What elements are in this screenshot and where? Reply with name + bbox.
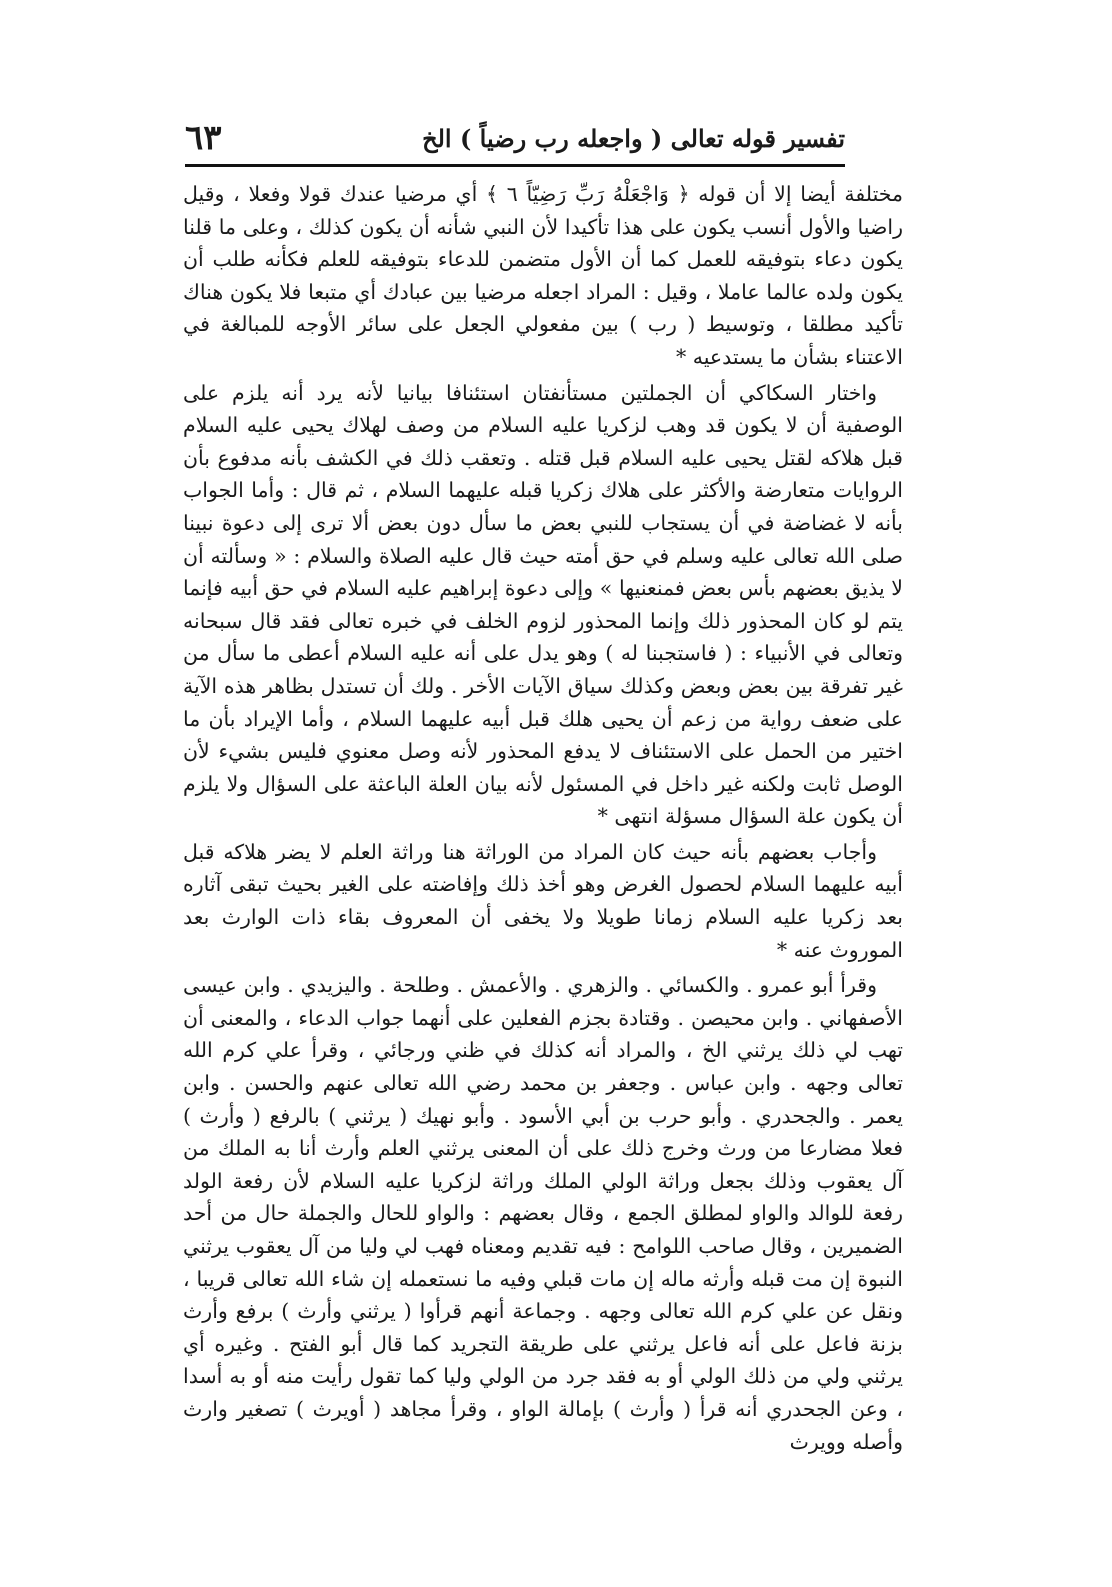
paragraph-3: وأجاب بعضهم بأنه حيث كان المراد من الوراثة هنا وراثة العلم لا يضر هلاكه قبل أبيه عليهما السلام لحصول الغرض وهو أخذ ذلك وإفاضته على الغير بحيث تبقى آثاره بعد زكريا عليه السلام زمانا طويلا ولا يخفى أن المعروف بقاء ذات الوارث بعد الموروث عنه * — [183, 839, 903, 962]
page-number: ٦٣ — [185, 118, 222, 158]
page-header — [185, 118, 845, 167]
running-title: تفسير قوله تعالى ( واجعله رب رضياً ) الخ — [422, 124, 845, 153]
paragraph-1: مختلفة أيضا إلا أن قوله ﴿ وَاجْعَلْهُ رَبِّ رَضِيّاً ٦ ﴾ أي مرضيا عندك قولا وفعلا ، وقيل راضيا والأول أنسب يكون على هذا تأكيدا لأن النبي شأنه أن يكون كذلك ، وعلى ما قلنا يكون دعاء بتوفيقه للعمل كما أن الأول متضمن للدعاء بتوفيقه للعلم فكأنه طلب أن يكون ولده عالما عاملا ، وقيل : المراد اجعله مرضيا بين عبادك أي متبعا فلا يكون هناك تأكيد مطلقا ، وتوسيط ( رب ) بين مفعولي الجعل على سائر الأوجه للمبالغة في الاعتناء بشأن ما يستدعيه * — [183, 182, 903, 369]
paragraph-4: وقرأ أبو عمرو . والكسائي . والزهري . والأعمش . وطلحة . واليزيدي . وابن عيسى الأصفهاني . وابن محيصن . وقتادة بجزم الفعلين على أنهما جواب الدعاء ، والمعنى أن تهب لي ذلك يرثني الخ ، والمراد أنه كذلك في ظني ورجائي ، وقرأ علي كرم الله تعالى وجهه . وابن عباس . وجعفر بن محمد رضي الله تعالى عنهم والحسن . وابن يعمر . والجحدري . وأبو حرب بن أبي الأسود . وأبو نهيك ( يرثني ) بالرفع ( وأرث ) فعلا مضارعا من ورث وخرج ذلك على أن المعنى يرثني العلم وأرث أنا به الملك من آل يعقوب وذلك بجعل وراثة الولي الملك وراثة لزكريا عليه السلام لأن رفعة الولد رفعة للوالد والواو لمطلق الجمع ، وقال بعضهم : والواو للحال والجملة حال من أحد الضميرين ، وقال صاحب اللوامح : فيه تقديم ومعناه فهب لي وليا من آل يعقوب يرثني النبوة إن مت قبله وأرثه ماله إن مات قبلي وفيه ما نستعمله إن شاء الله تعالى قريبا ، ونقل عن علي كرم الله تعالى وجهه . وجماعة أنهم قرأوا ( يرثني وأرث ) برفع وأرث بزنة فاعل على أنه فاعل يرثني على طريقة التجريد كما قال أبو الفتح . وغيره أي يرثني ولي من ذلك الولي أو به فقد جرد من الولي وليا كما تقول رأيت منه أو به أسدا ، وعن الجحدري أنه قرأ ( وأرث ) بإمالة الواو ، وقرأ مجاهد ( أويرث ) تصغير وارث وأصله وويرث — [183, 973, 903, 1454]
body-text — [183, 178, 903, 1461]
paragraph-2: واختار السكاكي أن الجملتين مستأنفتان استئنافا بيانيا لأنه يرد أنه يلزم على الوصفية أن لا يكون قد وهب لزكريا عليه السلام من وصف لهلاك يحيى عليه السلام قبل هلاكه لقتل يحيى عليه السلام قبل قتله . وتعقب ذلك في الكشف بأنه مدفوع بأن الروايات متعارضة والأكثر على هلاك زكريا قبله عليهما السلام ، ثم قال : وأما الجواب بأنه لا غضاضة في أن يستجاب للنبي بعض ما سأل دون بعض ألا ترى إلى دعوة نبينا صلى الله تعالى عليه وسلم في حق أمته حيث قال عليه الصلاة والسلام : « وسألته أن لا يذيق بعضهم بأس بعض فمنعنيها » وإلى دعوة إبراهيم عليه السلام في حق أبيه فإنما يتم لو كان المحذور ذلك وإنما المحذور لزوم الخلف في خبره تعالى فقد قال سبحانه وتعالى في الأنبياء : ( فاستجبنا له ) وهو يدل على أنه عليه السلام أعطى ما سأل من غير تفرقة بين بعض وبعض وكذلك سياق الآيات الأخر . ولك أن تستدل بظاهر هذه الآية على ضعف رواية من زعم أن يحيى هلك قبل أبيه عليهما السلام ، وأما الإيراد بأن ما اختير من الحمل على الاستئناف لا يدفع المحذور لأنه وصل معنوي فليس بشيء لأن الوصل ثابت ولكنه غير داخل في المسئول لأنه بيان العلة الباعثة على السؤال ولا يلزم أن يكون علة السؤال مسؤلة انتهى * — [183, 380, 903, 829]
